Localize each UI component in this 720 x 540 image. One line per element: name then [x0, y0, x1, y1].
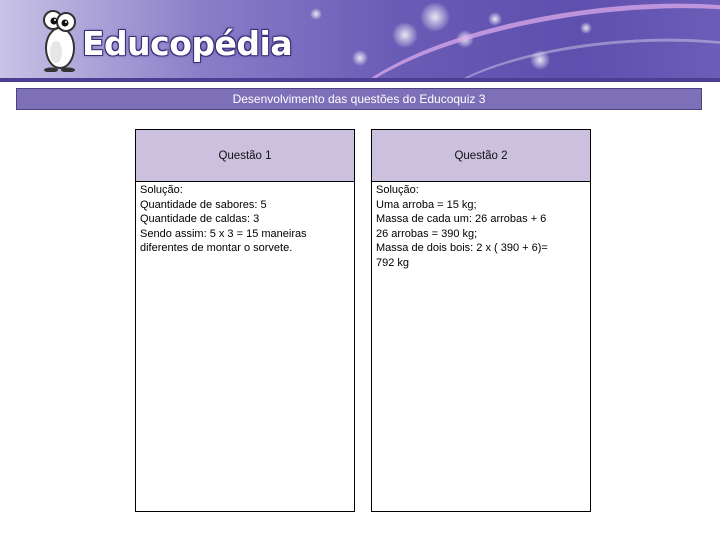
solution-line: Quantidade de caldas: 3 [140, 213, 260, 226]
question-2-title: Questão 2 [372, 130, 590, 182]
question-2-card [371, 129, 591, 512]
solution-line: diferentes de montar o sorvete. [140, 242, 293, 255]
solution-line: Solução: [376, 184, 419, 196]
solution-line: Massa de cada um: 26 arrobas + 6 [376, 213, 547, 226]
question-2-solution [372, 182, 590, 271]
mascot-logo-icon [38, 8, 82, 72]
header-banner [0, 0, 720, 82]
logo-text: Educopédia [82, 24, 293, 63]
solution-line: Quantidade de sabores: 5 [140, 198, 267, 211]
slide-title: Desenvolvimento das questões do Educoquiz 3 [16, 88, 702, 110]
solution-line: Uma arroba = 15 kg; [376, 198, 477, 211]
solution-line: Massa de dois bois: 2 x ( 390 + 6)= [376, 242, 548, 255]
solution-line: 26 arrobas = 390 kg; [376, 227, 478, 240]
solution-line: Sendo assim: 5 x 3 = 15 maneiras [140, 227, 307, 240]
solution-line: 792 kg [376, 256, 410, 269]
question-1-title: Questão 1 [136, 130, 354, 182]
solution-line: Solução: [140, 184, 183, 196]
question-1-solution [136, 182, 354, 256]
question-1-card [135, 129, 355, 512]
